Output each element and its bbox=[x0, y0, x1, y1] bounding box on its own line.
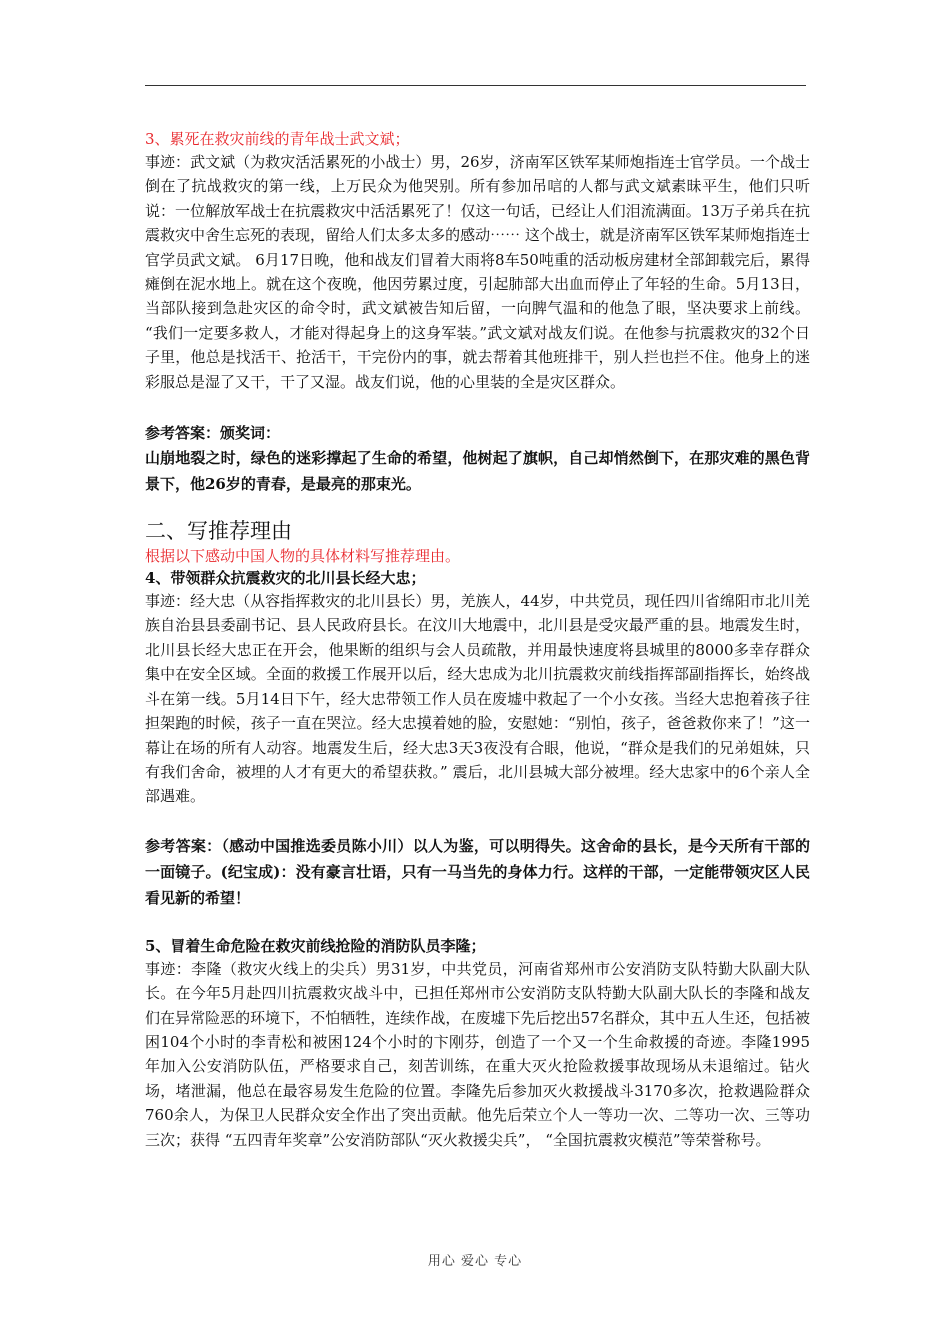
header-rule bbox=[145, 85, 806, 86]
document-body bbox=[145, 128, 810, 1152]
section-2-instruction: 根据以下感动中国人物的具体材料写推荐理由。 bbox=[145, 547, 461, 566]
item-5-story: 事迹：李隆（救灾火线上的尖兵）男31岁，中共党员，河南省郑州市公安消防支队特勤大队副大队长。在今年5月赴四川抗震救灾战斗中，已担任郑州市公安消防支队特勤大队副大队长的李隆和战友们在异常险恶的环境下，不怕牺牲，连续作战，在废墟下先后挖出57名群众，其中五人生还，包括被困104个小时的李青松和被困124个小时的卞刚芬，创造了一个又一个生命救援的奇迹。李隆1995年加入公安消防队伍，严格要求自己，刻苦训练，在重大灭火抢险救援事故现场从未退缩过。钻火场，堵泄漏，他总在最容易发生危险的位置。李隆先后参加灭火救援战斗3170多次，抢救遇险群众760余人，为保卫人民群众安全作出了突出贡献。他先后荣立个人一等功一次、二等功一次、三等功三次；获得 “五四青年奖章”公安消防部队“灭火救援尖兵”， “全国抗震救灾模范”等荣誉称号。 bbox=[145, 959, 810, 1149]
item-3-answer-label: 参考答案：颁奖词： bbox=[145, 424, 281, 443]
item-4-story: 事迹：经大忠（从容指挥救灾的北川县长）男，羌族人，44岁，中共党员，现任四川省绵阳市北川羌族自治县县委副书记、县人民政府县长。在汶川大地震中，北川县是受灾最严重的县。地震发生时，北川县长经大忠正在开会，他果断的组织与会人员疏散，并用最快速度将县城里的8000多幸存群众集中在安全区域。全面的救援工作展开以后，经大忠成为北川抗震救灾前线指挥部副指挥长，始终战斗在第一线。5月14日下午，经大忠带领工作人员在废墟中救起了一个小女孩。当经大忠抱着孩子往担架跑的时候，孩子一直在哭泣。经大忠摸着她的脸，安慰她：“别怕，孩子，爸爸救你来了！”这一幕让在场的所有人动容。地震发生后，经大忠3天3夜没有合眼，他说，“群众是我们的兄弟姐妹，只有我们舍命，被埋的人才有更大的希望获救。” 震后，北川县城大部分被埋。经大忠家中的6个亲人全部遇难。 bbox=[145, 592, 810, 806]
item-4-heading: 4、带领群众抗震救灾的北川县长经大忠； bbox=[145, 569, 426, 588]
page-footer: 用心 爱心 专心 bbox=[427, 1254, 523, 1269]
item-3-answer: 山崩地裂之时，绿色的迷彩撑起了生命的希望，他树起了旗帜，自己却悄然倒下，在那灾难的黑色背景下，他26岁的青春，是最亮的那束光。 bbox=[145, 449, 810, 494]
section-2-title: 二、写推荐理由 bbox=[145, 519, 292, 544]
item-3-heading: 3、累死在救灾前线的青年战士武文斌； bbox=[145, 130, 410, 148]
item-4-answer: 参考答案：（感动中国推选委员陈小川）以人为鉴，可以明得失。这舍命的县长，是今天所有干部的一面镜子。(纪宝成)：没有豪言壮语，只有一马当先的身体力行。这样的干部，一定能带领灾区人民看见新的希望！ bbox=[145, 836, 810, 907]
item-5-heading: 5、冒着生命危险在救灾前线抢险的消防队员李隆； bbox=[145, 936, 486, 955]
item-3-story: 事迹：武文斌（为救灾活活累死的小战士）男，26岁，济南军区铁军某师炮指连士官学员。一个战士倒在了抗战救灾的第一线，上万民众为他哭别。所有参加吊唁的人都与武文斌素昧平生，他们只听说：一位解放军战士在抗震救灾中活活累死了！仅这一句话，已经让人们泪流满面。13万子弟兵在抗震救灾中舍生忘死的表现，留给人们太多太多的感动⋯⋯ 这个战士，就是济南军区铁军某师炮指连士官学员武文斌。 6月17日晚，他和战友们冒着大雨将8车50吨重的活动板房建材全部卸载完后，累得瘫倒在泥水地上。就在这个夜晚，他因劳累过度，引起肺部大出血而停止了年轻的生命。5月13日，当部队接到急赴灾区的命令时，武文斌被告知后留，一向脾气温和的他急了眼，坚决要求上前线。 “我们一定要多救人，才能对得起身上的这身军装。”武文斌对战友们说。在他参与抗震救灾的32个日子里，他总是找活干、抢活干，干完份内的事，就去帮着其他班排干，别人拦也拦不住。他身上的迷彩服总是湿了又干，干了又湿。战友们说，他的心里装的全是灾区群众。 bbox=[145, 153, 810, 391]
